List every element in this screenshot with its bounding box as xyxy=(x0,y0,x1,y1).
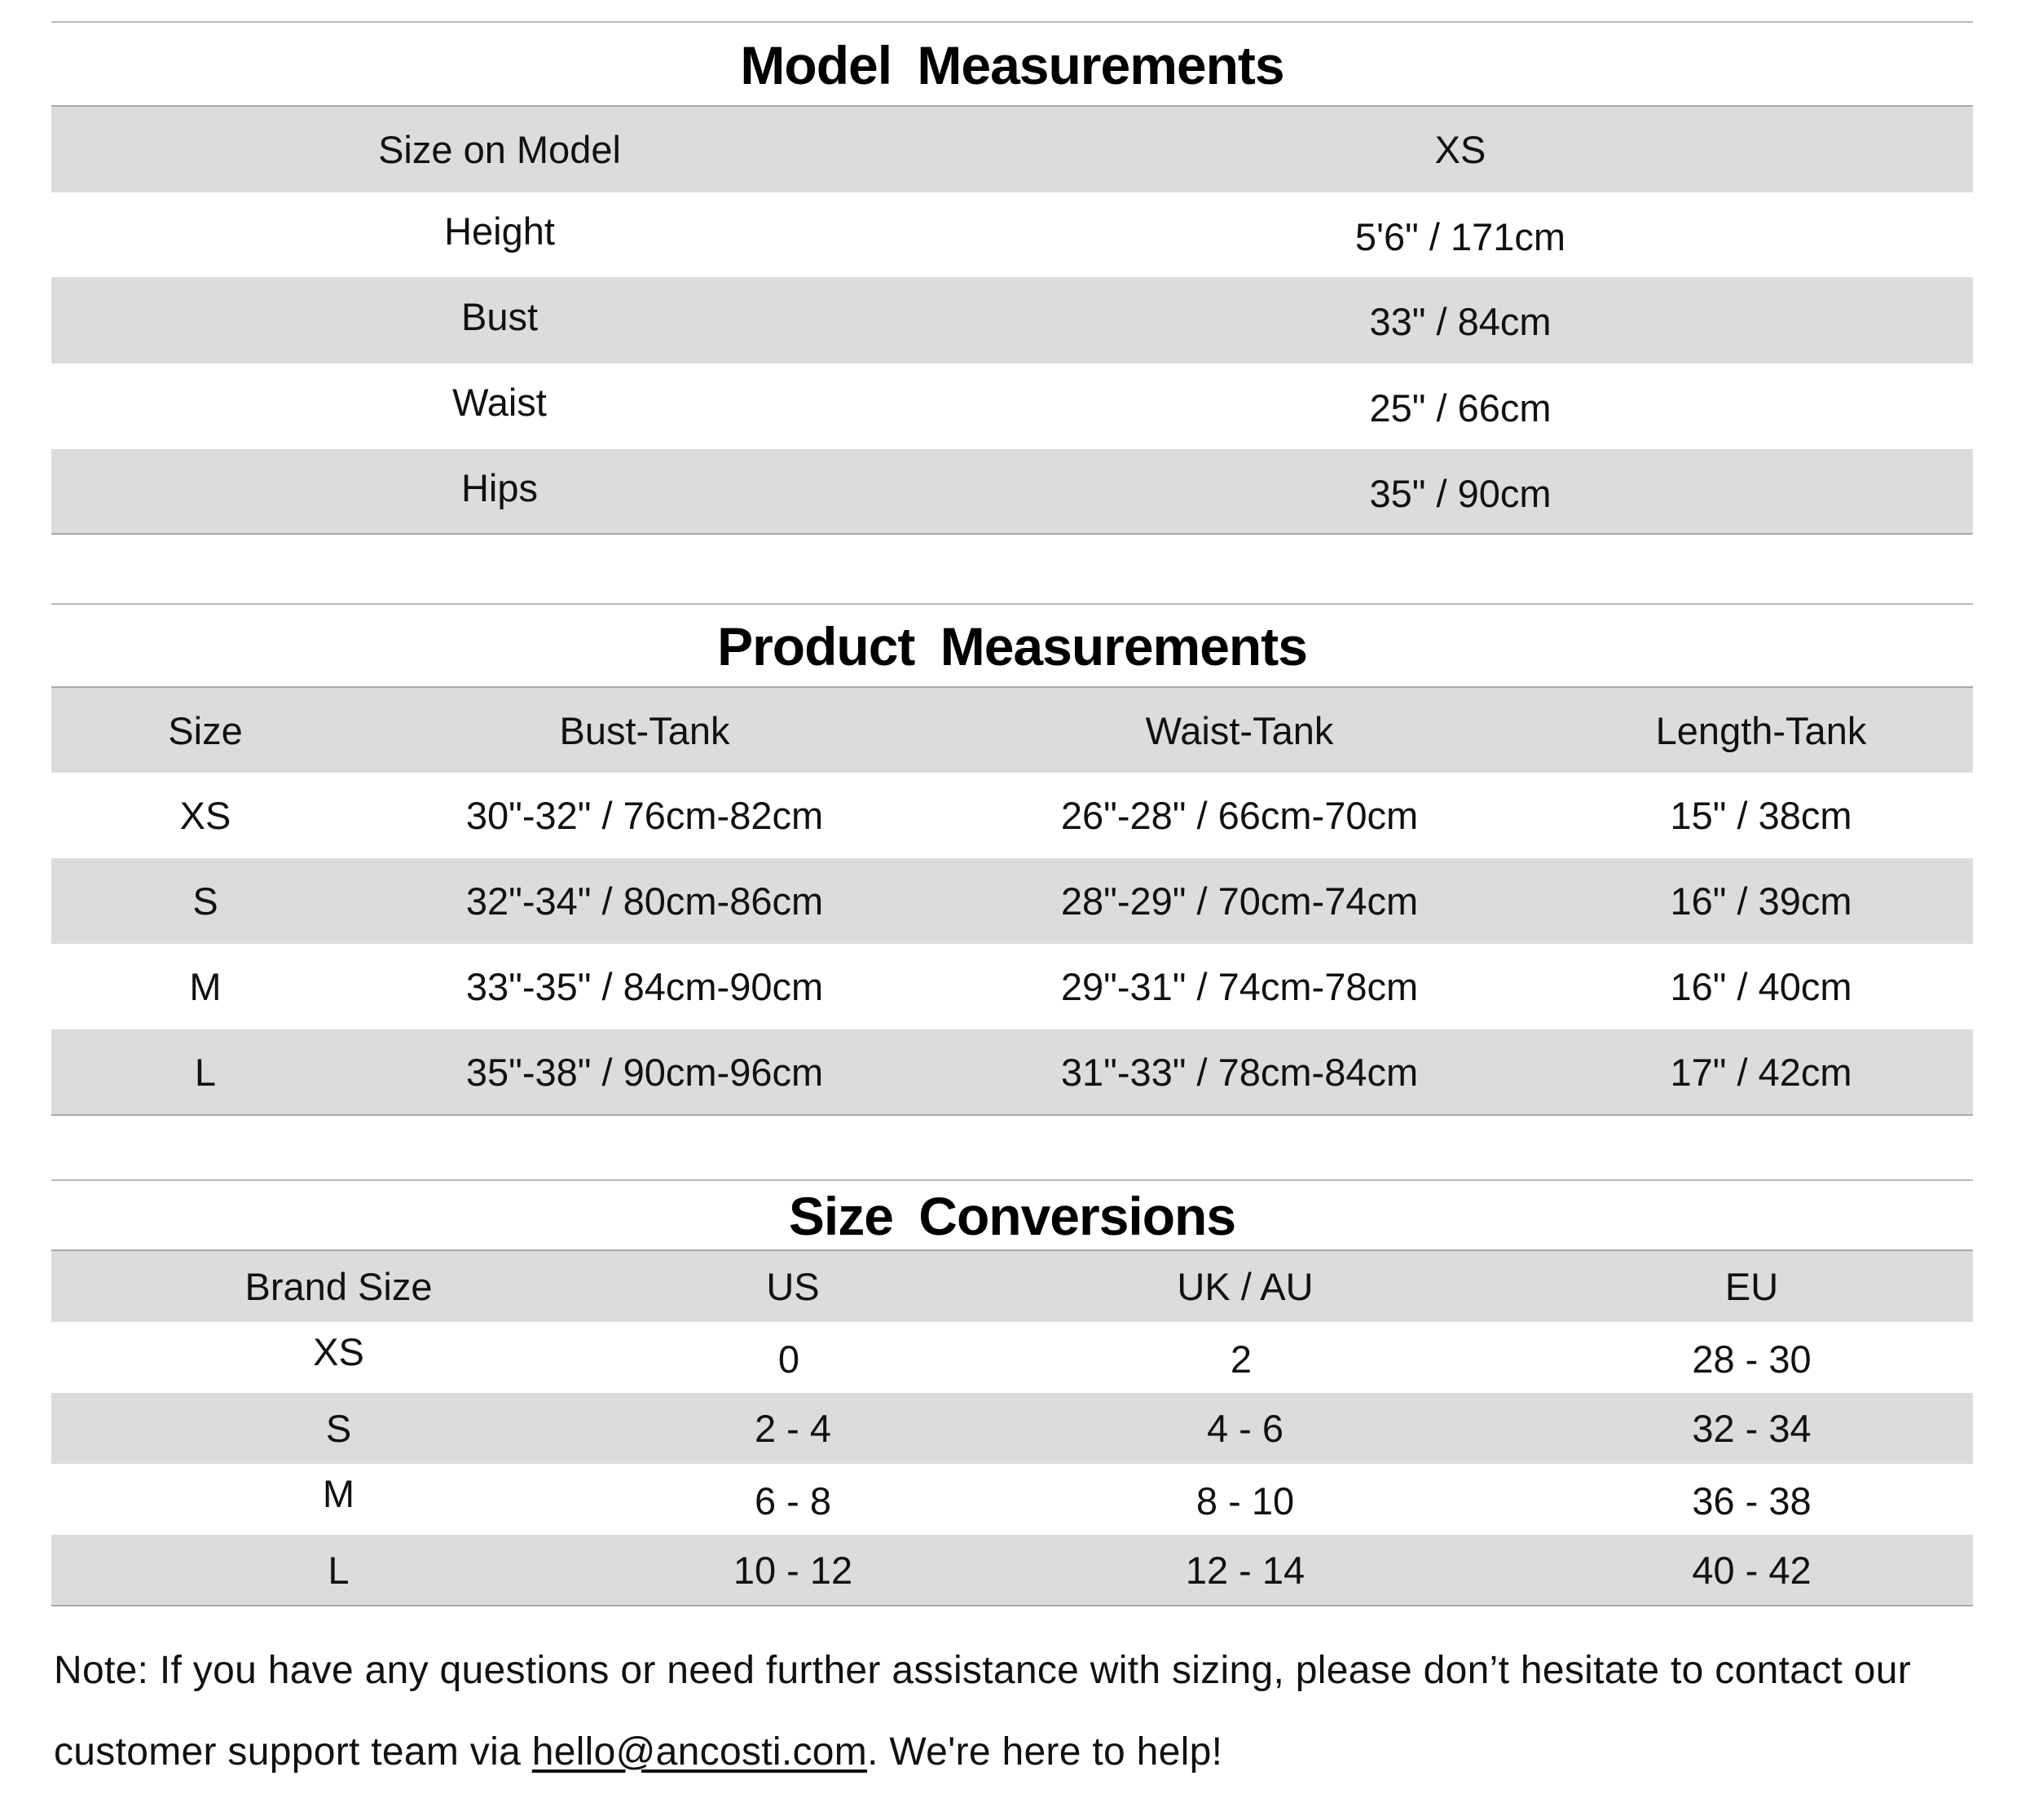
model-measurements-section xyxy=(51,21,1973,535)
model-value-cell: 35" / 90cm xyxy=(1369,471,1552,515)
us-cell: 6 - 8 xyxy=(754,1479,832,1523)
divider xyxy=(51,1114,1973,1116)
size-conversions-section xyxy=(51,1179,1973,1607)
sizing-note xyxy=(54,1630,1977,1793)
model-label-cell: Bust xyxy=(460,294,539,338)
waist-cell: 28"-29" / 70cm-74cm xyxy=(1060,879,1419,923)
product-measurements-section xyxy=(51,603,1973,1115)
size-cell: S xyxy=(192,879,218,923)
bust-cell: 30"-32" / 76cm-82cm xyxy=(465,794,824,837)
table-row xyxy=(51,277,1973,364)
length-cell: 16" / 40cm xyxy=(1670,965,1852,1008)
length-cell: 15" / 38cm xyxy=(1670,794,1852,837)
eu-cell: 36 - 38 xyxy=(1692,1479,1812,1523)
model-label-cell: Hips xyxy=(460,465,539,509)
column-header-us: US xyxy=(766,1265,820,1308)
column-header-brand-size: Brand Size xyxy=(244,1265,433,1308)
waist-cell: 29"-31" / 74cm-78cm xyxy=(1060,965,1419,1008)
eu-cell: 40 - 42 xyxy=(1692,1549,1812,1592)
table-row xyxy=(51,1322,1973,1393)
brand-size-cell: M xyxy=(322,1472,355,1515)
waist-cell: 26"-28" / 66cm-70cm xyxy=(1060,794,1419,837)
size-cell: XS xyxy=(179,794,231,837)
column-header-size: Size xyxy=(168,708,243,752)
table-row xyxy=(51,449,1973,534)
size-cell: M xyxy=(189,965,222,1008)
model-value-cell: XS xyxy=(1434,128,1486,171)
column-header-length: Length-Tank xyxy=(1655,708,1867,752)
model-label-cell: Waist xyxy=(452,381,547,424)
bust-cell: 32"-34" / 80cm-86cm xyxy=(465,879,824,923)
length-cell: 16" / 39cm xyxy=(1670,879,1852,923)
brand-size-cell: S xyxy=(325,1407,352,1450)
note-text: Note: If you have any questions or need further assistance with sizing, please don’t hesitate to contact our customer support team via xyxy=(54,1649,1912,1774)
us-cell: 0 xyxy=(777,1337,800,1381)
size-cell: L xyxy=(194,1050,217,1094)
table-row xyxy=(51,773,1973,858)
size-conversions-title: Size Conversions xyxy=(51,1179,1973,1251)
note-suffix: . We're here to help! xyxy=(867,1730,1223,1774)
model-measurements-title: Model Measurements xyxy=(51,21,1973,108)
bust-cell: 35"-38" / 90cm-96cm xyxy=(465,1050,824,1094)
column-header-waist: Waist-Tank xyxy=(1145,708,1334,752)
brand-size-cell: L xyxy=(328,1549,350,1592)
model-value-cell: 5'6" / 171cm xyxy=(1354,214,1566,258)
uk-au-cell: 8 - 10 xyxy=(1195,1479,1295,1523)
column-header-eu: EU xyxy=(1724,1265,1779,1308)
support-email-link[interactable]: hello@ancosti.com xyxy=(531,1730,868,1774)
model-label-cell: Height xyxy=(444,209,555,253)
model-value-cell: 33" / 84cm xyxy=(1369,299,1552,343)
bust-cell: 33"-35" / 84cm-90cm xyxy=(465,965,824,1008)
product-measurements-title: Product Measurements xyxy=(51,603,1973,688)
us-cell: 10 - 12 xyxy=(733,1549,853,1592)
table-header-row xyxy=(51,1251,1973,1322)
table-row xyxy=(51,944,1973,1029)
divider xyxy=(51,1605,1973,1606)
model-value-cell: 25" / 66cm xyxy=(1369,386,1552,430)
uk-au-cell: 12 - 14 xyxy=(1185,1549,1306,1592)
column-header-uk-au: UK / AU xyxy=(1177,1265,1314,1308)
eu-cell: 28 - 30 xyxy=(1692,1337,1812,1381)
divider xyxy=(51,533,1973,535)
eu-cell: 32 - 34 xyxy=(1692,1407,1812,1450)
uk-au-cell: 2 xyxy=(1230,1337,1253,1381)
table-row xyxy=(51,1029,1973,1114)
us-cell: 2 - 4 xyxy=(754,1407,832,1450)
column-header-bust: Bust-Tank xyxy=(559,708,730,752)
model-label-cell: Size on Model xyxy=(378,128,621,171)
table-row xyxy=(51,107,1973,192)
table-row xyxy=(51,364,1973,449)
length-cell: 17" / 42cm xyxy=(1670,1050,1852,1094)
brand-size-cell: XS xyxy=(313,1330,364,1373)
table-header-row xyxy=(51,688,1973,773)
table-row xyxy=(51,1535,1973,1606)
table-row xyxy=(51,1464,1973,1535)
uk-au-cell: 4 - 6 xyxy=(1206,1407,1284,1450)
table-row xyxy=(51,192,1973,277)
waist-cell: 31"-33" / 78cm-84cm xyxy=(1060,1050,1419,1094)
table-row xyxy=(51,1393,1973,1464)
table-row xyxy=(51,858,1973,944)
